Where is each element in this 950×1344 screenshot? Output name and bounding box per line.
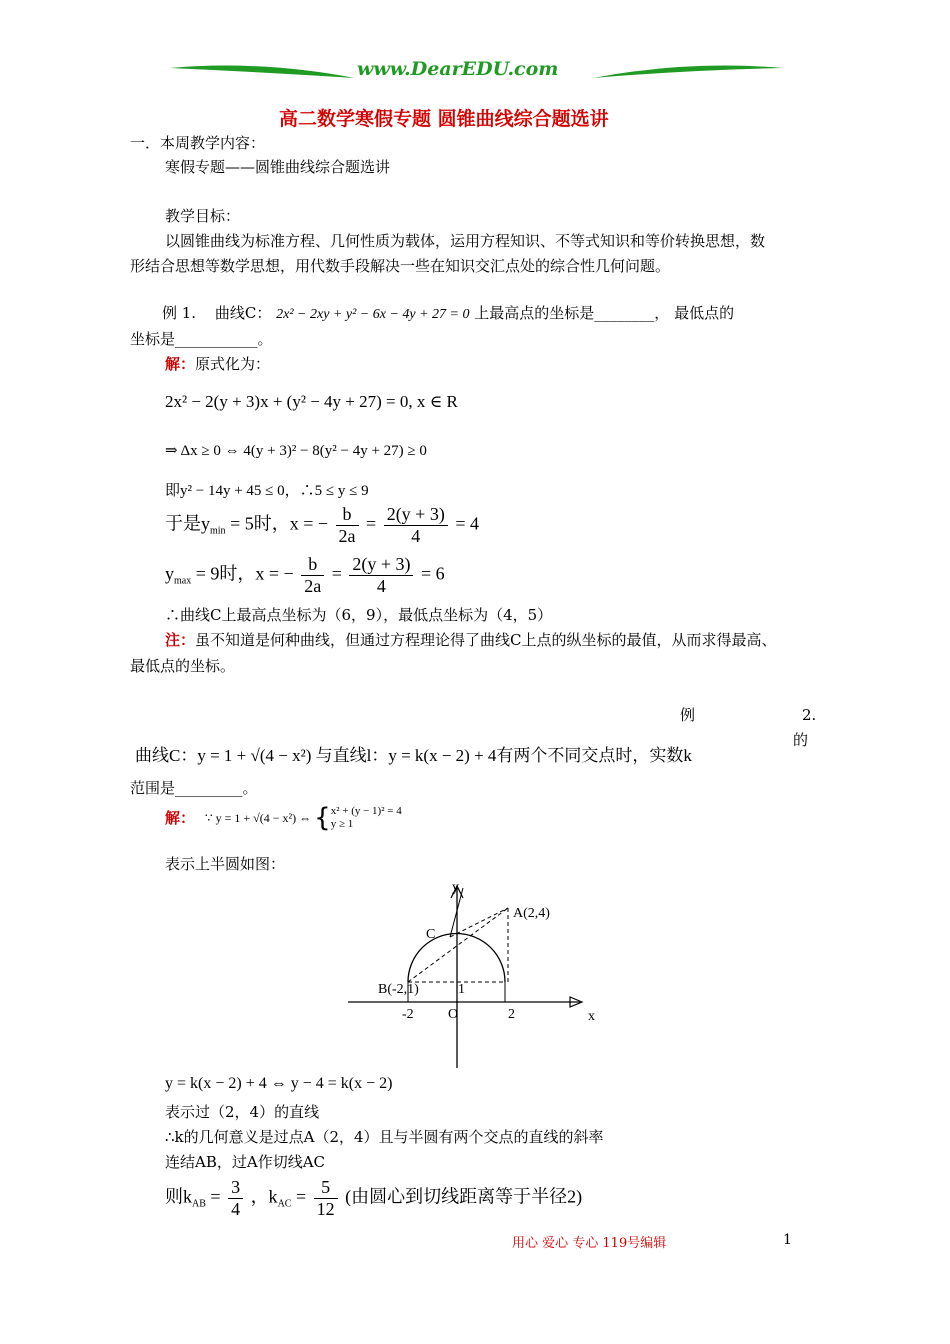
eq4-f2d: 4: [411, 526, 421, 546]
eq-5: [165, 554, 445, 597]
fig-two-label: 2: [508, 1007, 515, 1022]
note-label: 注：: [165, 631, 196, 649]
example1-q-line2: 坐标是___________。: [130, 330, 273, 348]
k-f1n: 3: [228, 1177, 243, 1199]
section-content: 寒假专题——圆锥曲线综合题选讲: [165, 158, 391, 176]
k-mid: ，k: [250, 1186, 278, 1207]
eq4-sub: min: [210, 525, 226, 537]
eq5-f1n: b: [301, 554, 324, 576]
system-line1: x² + (y − 1)² = 4: [330, 805, 402, 817]
example2-t2: ∴k的几何意义是过点A（2，4）且与半圆有两个交点的直线的斜率: [165, 1128, 604, 1146]
fig-A-label: A(2,4): [513, 906, 550, 921]
solution-text: 原式化为：: [195, 355, 271, 373]
k-sub2: AC: [277, 1198, 292, 1210]
eq5-res: = 6: [420, 563, 445, 584]
example1-solution-intro: [165, 354, 270, 374]
green-swoosh-right: [588, 60, 788, 82]
eq4-eq: =: [366, 513, 377, 534]
example2-question: 曲线C：y = 1 + √(4 − x²) 与直线l：y = k(x − 2) + 4有两个不同交点时，实数k: [135, 746, 692, 765]
goals-heading: 教学目标：: [165, 207, 241, 225]
fig-C-label: C: [426, 927, 436, 942]
k-pre: 则k: [165, 1186, 192, 1207]
eq-4: [165, 504, 479, 547]
example2-eq-line: y = k(x − 2) + 4 ⇔ y − 4 = k(x − 2): [165, 1075, 393, 1092]
fig-O-label: O: [448, 1007, 459, 1022]
slope-result: [165, 1177, 582, 1220]
footer-text: 用心 爱心 专心 119号编辑: [512, 1236, 667, 1251]
k-eq2: =: [291, 1186, 311, 1207]
eq5-frac1: [301, 554, 324, 597]
solution-label: 解：: [165, 355, 196, 373]
section-heading: 一．本周教学内容：: [130, 134, 266, 152]
system: [331, 805, 402, 831]
eq4-f2n: 2(y + 3): [384, 504, 448, 526]
eq4-pre: 于是y: [165, 513, 210, 534]
k-frac1: [228, 1177, 243, 1220]
goals-line-2: 形结合思想等数学思想，用代数手段解决一些在知识交汇点处的综合性几何问题。: [130, 257, 671, 275]
fig-neg2-label: -2: [402, 1007, 414, 1022]
eq4-f1d: 2a: [338, 526, 356, 546]
eq5-eq: =: [331, 563, 342, 584]
k-f1d: 4: [231, 1199, 241, 1219]
eq-1: 2x² − 2(y + 3)x + (y² − 4y + 27) = 0, x ∈ R: [165, 392, 458, 411]
example2-q-line2: 范围是_________。: [130, 779, 258, 797]
example2-t1: 表示过（2，4）的直线: [165, 1103, 320, 1121]
example1-question: [162, 303, 734, 325]
k-sub1: AB: [192, 1198, 206, 1210]
line-AC: [450, 908, 508, 937]
semicircle-figure: [340, 880, 620, 1075]
note-line1: 虽不知道是何种曲线，但通过方程理论得了曲线C上点的纵坐标的最值，从而求得最高、: [195, 631, 777, 649]
solution2-eq: ∵ y = 1 + √(4 − x²) ⇔: [205, 810, 312, 825]
eq4-f1n: b: [336, 504, 359, 526]
eq4-mid: = 5时，x = −: [225, 513, 329, 534]
example1-note-line2: 最低点的坐标。: [130, 657, 236, 675]
solution2-label: 解：: [165, 809, 196, 827]
fig-x-label: x: [588, 1009, 595, 1024]
line-AB: [408, 908, 508, 982]
eq5-f2n: 2(y + 3): [349, 554, 413, 576]
example1-conclusion: ∴曲线C上最高点坐标为（6，9），最低点坐标为（4，5）: [165, 606, 553, 624]
example1-label: 例 1.: [162, 304, 197, 322]
example1-q-prefix: 曲线C：: [214, 304, 272, 322]
example2-t3: 连结AB，过A作切线AC: [165, 1153, 325, 1171]
eq4-frac2: [384, 504, 448, 547]
example1-q-eq: 2x² − 2xy + y² − 6x − 4y + 27 = 0: [276, 307, 470, 322]
k-eq1: =: [205, 1186, 226, 1207]
green-swoosh-left: [160, 60, 360, 82]
example2-text2: 表示上半圆如图：: [165, 855, 286, 873]
eq5-f2d: 4: [376, 576, 386, 596]
eq5-f1d: 2a: [304, 576, 322, 596]
eq-3: 即y² − 14y + 45 ≤ 0，∴5 ≤ y ≤ 9: [165, 483, 369, 499]
eq5-pre: y: [165, 563, 174, 584]
example1-q-mid: 上最高点的坐标是________， 最低点的: [474, 304, 735, 322]
goals-line-1: 以圆锥曲线为标准方程、几何性质为载体，运用方程知识、不等式知识和等价转换思想，数: [165, 232, 766, 250]
k-post: (由圆心到切线距离等于半径2): [345, 1186, 583, 1207]
k-f2n: 5: [314, 1177, 338, 1199]
page-title: 高二数学寒假专题 圆锥曲线综合题选讲: [279, 108, 609, 130]
system-brace: {: [314, 803, 331, 833]
site-url[interactable]: www.DearEDU.com: [357, 58, 559, 80]
page-number: 1: [783, 1232, 792, 1248]
eq5-sub: max: [174, 575, 192, 587]
eq4-res: = 4: [455, 513, 479, 534]
example2-q-de: 的: [793, 731, 809, 749]
example1-note: [165, 630, 777, 650]
k-frac2: [314, 1177, 338, 1220]
system-line2: y ≥ 1: [330, 818, 354, 830]
example2-label: 例: [680, 706, 696, 724]
k-f2d: 12: [316, 1199, 335, 1219]
eq-2: ⇒ Δx ≥ 0 ⇔ 4(y + 3)² − 8(y² − 4y + 27) ≥ 0: [165, 443, 427, 459]
eq5-frac2: [349, 554, 413, 597]
fig-y-label: y: [452, 880, 459, 895]
example2-num: 2.: [802, 706, 817, 724]
example2-solution: [165, 805, 402, 831]
eq5-mid: = 9时，x = −: [191, 563, 294, 584]
header-banner: [160, 56, 790, 86]
fig-one-label: 1: [458, 982, 465, 997]
eq4-frac1: [336, 504, 359, 547]
fig-B-label: B(-2,1): [378, 982, 419, 997]
